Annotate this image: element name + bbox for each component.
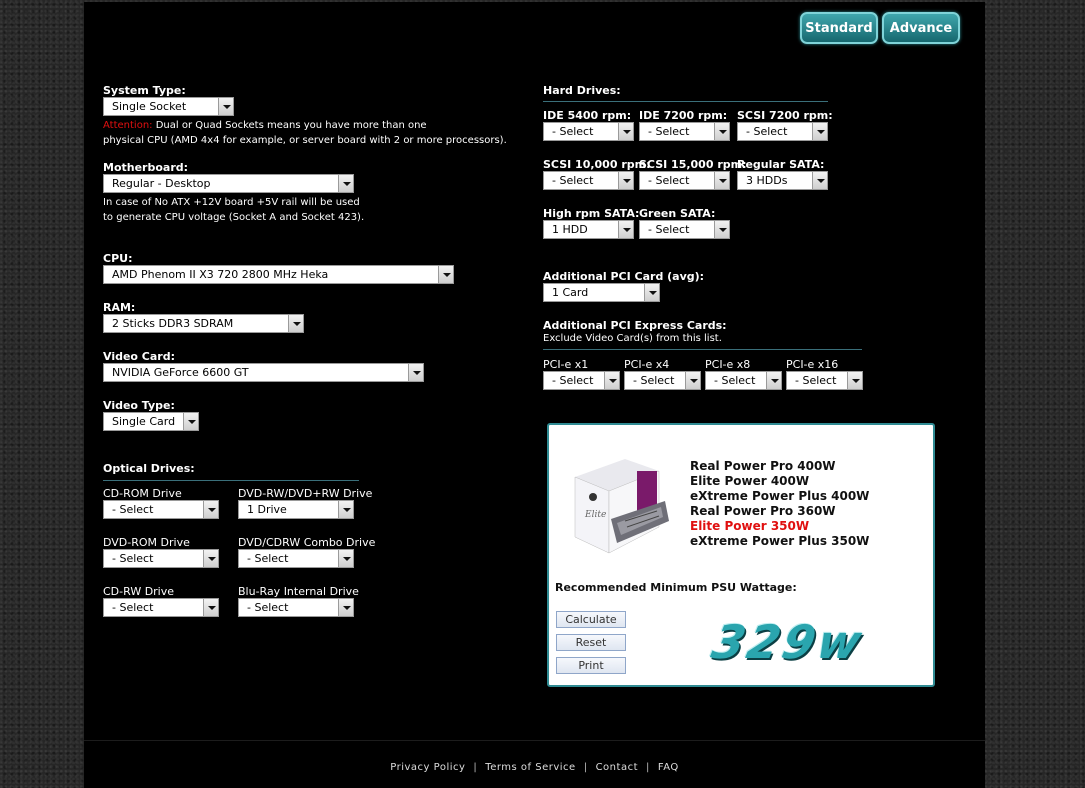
psu-item[interactable]: eXtreme Power Plus 400W [690,489,870,503]
chevron-down-icon [338,175,353,192]
chevron-down-icon [618,123,633,140]
pci-select[interactable] [543,283,660,302]
pci-label: Additional PCI Card (avg): [543,270,705,283]
blu-ray-select[interactable] [238,598,354,617]
calculator-page [84,2,985,788]
attention-text-2: physical CPU (AMD 4x4 for example, or server board with 2 or more processors). [103,135,507,146]
contact-link[interactable]: Contact [595,762,638,773]
pcie-x4-label: PCI-e x4 [624,358,670,371]
video-type-label: Video Type: [103,399,175,412]
ide-5400-label: IDE 5400 rpm: [543,109,632,122]
blu-ray-value: - Select [247,601,289,614]
motherboard-note [103,195,364,225]
pcie-x8-value: - Select [714,374,756,387]
dvd-cdrw-combo-value: - Select [247,552,289,565]
ide-7200-label: IDE 7200 rpm: [639,109,728,122]
pcie-x8-select[interactable] [705,371,782,390]
chevron-down-icon [766,372,781,389]
pcie-x8-label: PCI-e x8 [705,358,751,371]
footer-separator: | [583,762,588,773]
divider [543,349,862,350]
high-rpm-sata-label: High rpm SATA: [543,207,640,220]
video-type-value: Single Card [112,415,176,428]
green-sata-select[interactable] [639,220,730,239]
video-type-select[interactable] [103,412,199,431]
motherboard-label: Motherboard: [103,161,189,174]
reset-button[interactable]: Reset [556,634,626,651]
dvd-rw-select[interactable] [238,500,354,519]
ram-label: RAM: [103,301,136,314]
psu-item-highlighted[interactable]: Elite Power 350W [690,519,810,533]
system-type-select[interactable] [103,97,234,116]
cpu-value: AMD Phenom II X3 720 2800 MHz Heka [112,268,329,281]
divider [543,101,828,102]
chevron-down-icon [338,599,353,616]
dvd-rom-select[interactable] [103,549,219,568]
pcie-label: Additional PCI Express Cards: [543,319,727,332]
pcie-x4-select[interactable] [624,371,701,390]
scsi-10000-value: - Select [552,174,594,187]
chevron-down-icon [847,372,862,389]
cpu-label: CPU: [103,252,133,265]
dvd-rw-value: 1 Drive [247,503,287,516]
chevron-down-icon [714,221,729,238]
psu-item[interactable]: Elite Power 400W [690,474,810,488]
footer-separator: | [473,762,478,773]
pcie-x1-value: - Select [552,374,594,387]
attention-note [103,118,507,148]
result-panel [547,423,935,687]
cd-rom-value: - Select [112,503,154,516]
psu-box-image [569,449,671,557]
regular-sata-select[interactable] [737,171,828,190]
scsi-15000-label: SCSI 15,000 rpm: [639,158,747,171]
ram-select[interactable] [103,314,304,333]
pcie-x16-label: PCI-e x16 [786,358,839,371]
scsi-15000-value: - Select [648,174,690,187]
motherboard-note-line: In case of No ATX +12V board +5V rail will be used [103,197,360,208]
ide-5400-value: - Select [552,125,594,138]
cd-rom-select[interactable] [103,500,219,519]
chevron-down-icon [203,599,218,616]
motherboard-select[interactable] [103,174,354,193]
high-rpm-sata-select[interactable] [543,220,634,239]
chevron-down-icon [714,123,729,140]
chevron-down-icon [408,364,423,381]
chevron-down-icon [288,315,303,332]
cpu-select[interactable] [103,265,454,284]
pcie-x1-label: PCI-e x1 [543,358,589,371]
motherboard-note-line: to generate CPU voltage (Socket A and Socket 423). [103,212,365,223]
dvd-rw-label: DVD-RW/DVD+RW Drive [238,487,373,500]
pcie-x16-value: - Select [795,374,837,387]
blu-ray-label: Blu-Ray Internal Drive [238,585,359,598]
pcie-note: Exclude Video Card(s) from this list. [543,333,722,344]
chevron-down-icon [218,98,233,115]
chevron-down-icon [604,372,619,389]
psu-item[interactable]: Real Power Pro 360W [690,504,836,518]
ide-5400-select[interactable] [543,122,634,141]
chevron-down-icon [203,501,218,518]
pci-value: 1 Card [552,286,589,299]
cd-rom-label: CD-ROM Drive [103,487,182,500]
terms-of-service-link[interactable]: Terms of Service [485,762,576,773]
pcie-x4-value: - Select [633,374,675,387]
chevron-down-icon [685,372,700,389]
system-type-label: System Type: [103,84,186,97]
green-sata-value: - Select [648,223,690,236]
footer-divider [84,740,985,741]
scsi-10000-label: SCSI 10,000 rpm: [543,158,651,171]
wattage-display: 329w [707,615,870,669]
chevron-down-icon [438,266,453,283]
ide-7200-value: - Select [648,125,690,138]
ide-7200-select[interactable] [639,122,730,141]
optical-drives-label: Optical Drives: [103,462,195,475]
chevron-down-icon [714,172,729,189]
divider [103,480,359,481]
high-rpm-sata-value: 1 HDD [552,223,588,236]
video-card-value: NVIDIA GeForce 6600 GT [112,366,249,379]
video-card-label: Video Card: [103,350,176,363]
dvd-cdrw-combo-select[interactable] [238,549,354,568]
cd-rw-select[interactable] [103,598,219,617]
calculate-button[interactable]: Calculate [556,611,626,628]
chevron-down-icon [812,172,827,189]
dvd-rom-label: DVD-ROM Drive [103,536,190,549]
cd-rw-label: CD-RW Drive [103,585,175,598]
print-button[interactable]: Print [556,657,626,674]
chevron-down-icon [338,550,353,567]
regular-sata-label: Regular SATA: [737,158,825,171]
psu-item[interactable]: Real Power Pro 400W [690,459,836,473]
dvd-cdrw-combo-label: DVD/CDRW Combo Drive [238,536,376,549]
attention-text: Dual or Quad Sockets means you have more than one [152,120,427,131]
scsi-7200-label: SCSI 7200 rpm: [737,109,833,122]
scsi-15000-select[interactable] [639,171,730,190]
chevron-down-icon [644,284,659,301]
cd-rw-value: - Select [112,601,154,614]
footer-nav [84,762,985,773]
scsi-7200-value: - Select [746,125,788,138]
motherboard-value: Regular - Desktop [112,177,211,190]
standard-button[interactable]: Standard [800,12,878,44]
system-type-value: Single Socket [112,100,187,113]
chevron-down-icon [618,172,633,189]
ram-value: 2 Sticks DDR3 SDRAM [112,317,234,330]
chevron-down-icon [183,413,198,430]
svg-text:Elite: Elite [585,510,607,520]
video-card-select[interactable] [103,363,424,382]
chevron-down-icon [812,123,827,140]
chevron-down-icon [203,550,218,567]
chevron-down-icon [618,221,633,238]
psu-item[interactable]: eXtreme Power Plus 350W [690,534,870,548]
footer-separator: | [645,762,650,773]
pcie-x1-select[interactable] [543,371,620,390]
privacy-policy-link[interactable]: Privacy Policy [390,762,466,773]
pcie-x16-select[interactable] [786,371,863,390]
scsi-10000-select[interactable] [543,171,634,190]
scsi-7200-select[interactable] [737,122,828,141]
regular-sata-value: 3 HDDs [746,174,788,187]
attention-label: Attention: [103,120,153,131]
faq-link[interactable]: FAQ [657,762,679,773]
advance-button[interactable]: Advance [882,12,960,44]
dvd-rom-value: - Select [112,552,154,565]
hard-drives-label: Hard Drives: [543,84,621,97]
psu-recommendation-list [690,459,869,549]
green-sata-label: Green SATA: [639,207,716,220]
recommended-wattage-label: Recommended Minimum PSU Wattage: [555,581,797,594]
chevron-down-icon [338,501,353,518]
